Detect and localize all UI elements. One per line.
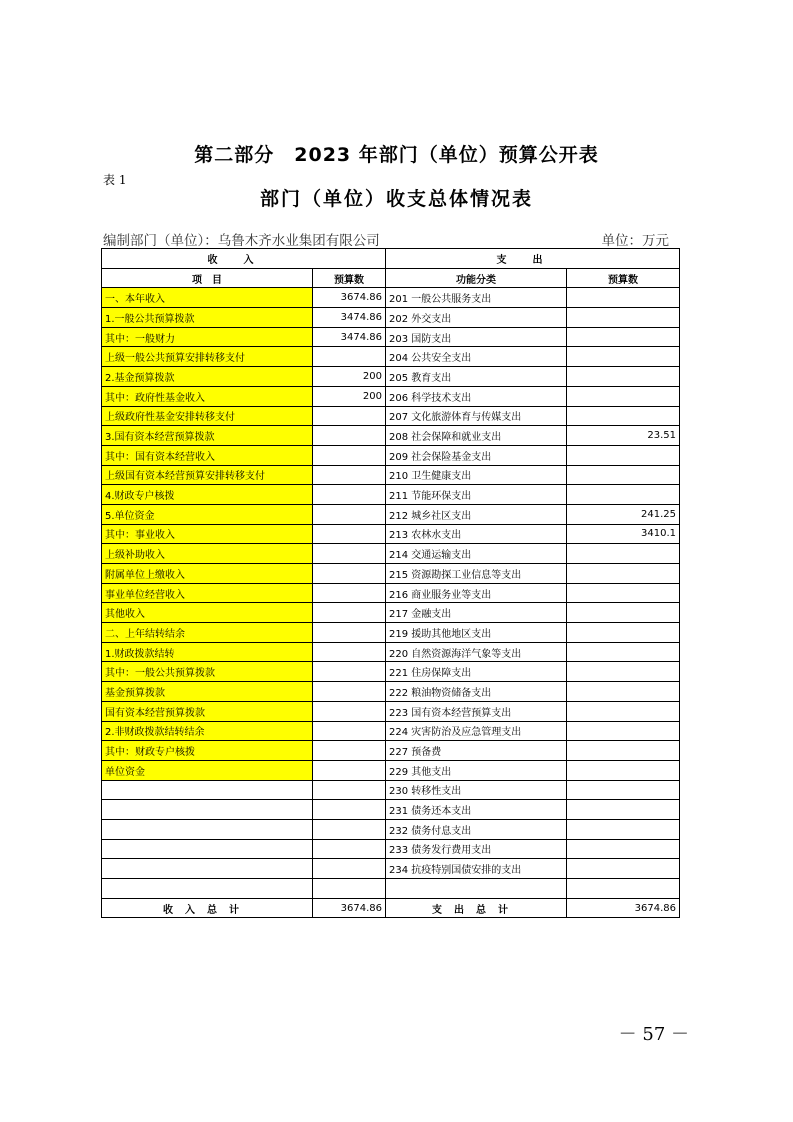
income-item-cell: 2.基金预算拨款	[102, 367, 313, 387]
table-row	[102, 426, 680, 446]
table-row	[102, 347, 680, 367]
income-item-cell: 1.财政拨款结转	[102, 642, 313, 662]
expense-value-cell	[567, 760, 680, 780]
section-header-row	[102, 249, 680, 269]
expense-value-cell	[567, 445, 680, 465]
expense-value-cell: 241.25	[567, 504, 680, 524]
budget-table	[101, 248, 680, 918]
expense-item-cell: 222 粮油物资储备支出	[386, 682, 567, 702]
income-item-cell: 其他收入	[102, 603, 313, 623]
income-item-cell: 其中：一般财力	[102, 327, 313, 347]
income-value-cell: 3674.86	[313, 288, 386, 308]
income-value-cell	[313, 721, 386, 741]
expense-item-cell: 206 科学技术支出	[386, 386, 567, 406]
table-row	[102, 721, 680, 741]
expense-value-cell	[567, 819, 680, 839]
expense-value-cell	[567, 367, 680, 387]
expense-item-cell: 205 教育支出	[386, 367, 567, 387]
income-item-cell: 一、本年收入	[102, 288, 313, 308]
expense-value-cell	[567, 859, 680, 879]
expense-value-cell	[567, 800, 680, 820]
income-item-cell: 其中：一般公共预算拨款	[102, 662, 313, 682]
income-item-cell: 其中：国有资本经营收入	[102, 445, 313, 465]
table-row	[102, 800, 680, 820]
expense-item-cell: 212 城乡社区支出	[386, 504, 567, 524]
expense-value-cell	[567, 642, 680, 662]
expense-value-cell	[567, 564, 680, 584]
expense-item-cell: 227 预备费	[386, 741, 567, 761]
expense-item-cell: 209 社会保险基金支出	[386, 445, 567, 465]
income-item-cell: 上级国有资本经营预算安排转移支付	[102, 465, 313, 485]
income-value-cell: 3474.86	[313, 308, 386, 328]
expense-value-cell	[567, 662, 680, 682]
expense-value-cell	[567, 465, 680, 485]
income-value-cell	[313, 406, 386, 426]
income-item-cell	[102, 839, 313, 859]
table-row	[102, 819, 680, 839]
expense-item-cell: 203 国防支出	[386, 327, 567, 347]
income-value-cell	[313, 504, 386, 524]
expense-value-cell	[567, 327, 680, 347]
table-row	[102, 879, 680, 899]
income-value-cell	[313, 544, 386, 564]
expense-value-cell	[567, 780, 680, 800]
income-item-cell: 上级补助收入	[102, 544, 313, 564]
expense-value-cell	[567, 544, 680, 564]
income-value-cell	[313, 485, 386, 505]
income-item-cell	[102, 879, 313, 899]
table-row	[102, 760, 680, 780]
table-row	[102, 839, 680, 859]
expense-value-cell	[567, 308, 680, 328]
expense-total-value: 3674.86	[567, 898, 680, 918]
expense-item-cell: 232 债务付息支出	[386, 819, 567, 839]
expense-value-cell	[567, 603, 680, 623]
expense-item-cell: 217 金融支出	[386, 603, 567, 623]
expense-value-cell	[567, 288, 680, 308]
expense-item-cell: 220 自然资源海洋气象等支出	[386, 642, 567, 662]
table-row	[102, 701, 680, 721]
table-row	[102, 564, 680, 584]
expense-item-cell: 224 灾害防治及应急管理支出	[386, 721, 567, 741]
table-row	[102, 780, 680, 800]
income-value-cell	[313, 347, 386, 367]
table-row	[102, 544, 680, 564]
income-value-cell: 200	[313, 367, 386, 387]
income-value-cell	[313, 642, 386, 662]
income-value-cell: 3474.86	[313, 327, 386, 347]
income-item-cell: 其中：事业收入	[102, 524, 313, 544]
table-row	[102, 603, 680, 623]
income-item-cell: 其中：政府性基金收入	[102, 386, 313, 406]
table-row	[102, 859, 680, 879]
income-item-cell	[102, 859, 313, 879]
expense-item-cell: 202 外交支出	[386, 308, 567, 328]
table-row	[102, 682, 680, 702]
expense-section-header: 支出	[386, 249, 680, 269]
total-row	[102, 898, 680, 918]
part-title: 第二部分 2023 年部门（单位）预算公开表	[194, 144, 599, 166]
income-item-cell: 5.单位资金	[102, 504, 313, 524]
expense-value-cell	[567, 701, 680, 721]
income-item-cell: 上级政府性基金安排转移支付	[102, 406, 313, 426]
budget-column-header: 预算数	[313, 268, 386, 288]
expense-item-cell: 208 社会保障和就业支出	[386, 426, 567, 446]
expense-item-cell: 207 文化旅游体育与传媒支出	[386, 406, 567, 426]
expense-item-cell: 233 债务发行费用支出	[386, 839, 567, 859]
income-value-cell	[313, 780, 386, 800]
table-row	[102, 524, 680, 544]
table-row	[102, 485, 680, 505]
income-item-cell: 单位资金	[102, 760, 313, 780]
income-total-value: 3674.86	[313, 898, 386, 918]
income-value-cell	[313, 879, 386, 899]
table-row	[102, 406, 680, 426]
income-value-cell	[313, 819, 386, 839]
expense-item-cell: 221 住房保障支出	[386, 662, 567, 682]
expense-value-cell	[567, 623, 680, 643]
column-header-row	[102, 268, 680, 288]
budget-column-header-2: 预算数	[567, 268, 680, 288]
currency-unit: 单位：万元	[601, 233, 669, 249]
table-row	[102, 642, 680, 662]
table-row	[102, 288, 680, 308]
income-item-cell: 2.非财政拨款结转结余	[102, 721, 313, 741]
expense-value-cell	[567, 879, 680, 899]
table-row	[102, 623, 680, 643]
expense-value-cell: 3410.1	[567, 524, 680, 544]
table-row	[102, 583, 680, 603]
income-item-cell	[102, 780, 313, 800]
income-value-cell	[313, 465, 386, 485]
expense-item-cell: 219 援助其他地区支出	[386, 623, 567, 643]
table-row	[102, 327, 680, 347]
expense-item-cell: 223 国有资本经营预算支出	[386, 701, 567, 721]
income-item-cell: 4.财政专户核拨	[102, 485, 313, 505]
expense-total-label: 支出总计	[386, 898, 567, 918]
compiler-unit: 编制部门（单位）：乌鲁木齐水业集团有限公司	[103, 233, 380, 249]
income-value-cell	[313, 760, 386, 780]
expense-item-cell: 210 卫生健康支出	[386, 465, 567, 485]
income-item-cell: 国有资本经营预算拨款	[102, 701, 313, 721]
income-value-cell	[313, 662, 386, 682]
expense-item-cell: 216 商业服务业等支出	[386, 583, 567, 603]
expense-value-cell	[567, 386, 680, 406]
expense-item-cell: 229 其他支出	[386, 760, 567, 780]
page-number: － 57 －	[618, 1024, 689, 1045]
income-item-cell: 3.国有资本经营预算拨款	[102, 426, 313, 446]
expense-value-cell	[567, 485, 680, 505]
income-value-cell	[313, 524, 386, 544]
income-item-cell: 二、上年结转结余	[102, 623, 313, 643]
expense-value-cell	[567, 583, 680, 603]
income-item-cell: 其中：财政专户核拨	[102, 741, 313, 761]
income-total-label: 收入总计	[102, 898, 313, 918]
table-row	[102, 465, 680, 485]
item-column-header: 项 目	[102, 268, 313, 288]
expense-item-cell: 211 节能环保支出	[386, 485, 567, 505]
income-value-cell	[313, 564, 386, 584]
expense-item-cell: 204 公共安全支出	[386, 347, 567, 367]
expense-item-cell: 234 抗疫特别国债安排的支出	[386, 859, 567, 879]
income-value-cell	[313, 445, 386, 465]
expense-item-cell: 215 资源勘探工业信息等支出	[386, 564, 567, 584]
income-value-cell	[313, 701, 386, 721]
table-row	[102, 308, 680, 328]
expense-value-cell	[567, 741, 680, 761]
income-value-cell	[313, 800, 386, 820]
income-section-header: 收入	[102, 249, 386, 269]
expense-value-cell	[567, 721, 680, 741]
expense-item-cell: 201 一般公共服务支出	[386, 288, 567, 308]
income-item-cell: 1.一般公共预算拨款	[102, 308, 313, 328]
expense-item-cell: 230 转移性支出	[386, 780, 567, 800]
income-item-cell: 事业单位经营收入	[102, 583, 313, 603]
expense-value-cell	[567, 406, 680, 426]
table-row	[102, 445, 680, 465]
expense-value-cell	[567, 347, 680, 367]
income-value-cell	[313, 741, 386, 761]
table-row	[102, 367, 680, 387]
income-value-cell	[313, 839, 386, 859]
income-item-cell: 上级一般公共预算安排转移支付	[102, 347, 313, 367]
income-value-cell	[313, 682, 386, 702]
expense-item-cell: 214 交通运输支出	[386, 544, 567, 564]
table-number: 表 1	[103, 173, 127, 187]
income-value-cell	[313, 623, 386, 643]
expense-item-cell	[386, 879, 567, 899]
table-row	[102, 741, 680, 761]
income-value-cell: 200	[313, 386, 386, 406]
table-row	[102, 662, 680, 682]
income-item-cell: 基金预算拨款	[102, 682, 313, 702]
page-title: 部门（单位）收支总体情况表	[259, 188, 533, 210]
function-class-column-header: 功能分类	[386, 268, 567, 288]
income-item-cell: 附属单位上缴收入	[102, 564, 313, 584]
table-row	[102, 504, 680, 524]
income-value-cell	[313, 583, 386, 603]
income-value-cell	[313, 426, 386, 446]
table-row	[102, 386, 680, 406]
expense-value-cell	[567, 682, 680, 702]
expense-item-cell: 213 农林水支出	[386, 524, 567, 544]
expense-value-cell: 23.51	[567, 426, 680, 446]
expense-item-cell: 231 债务还本支出	[386, 800, 567, 820]
income-item-cell	[102, 819, 313, 839]
income-item-cell	[102, 800, 313, 820]
income-value-cell	[313, 603, 386, 623]
income-value-cell	[313, 859, 386, 879]
expense-value-cell	[567, 839, 680, 859]
